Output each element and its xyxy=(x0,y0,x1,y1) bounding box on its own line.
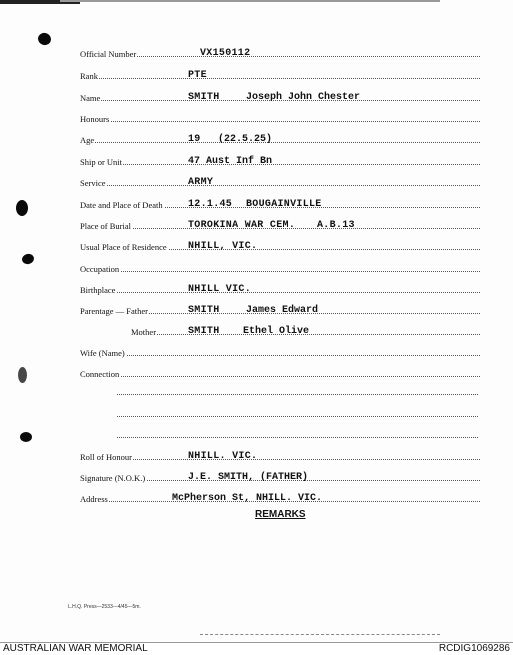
occupation-label: Occupation xyxy=(80,264,120,274)
wife-label: Wife (Name) xyxy=(80,348,125,358)
connection-line-4 xyxy=(117,437,478,438)
burial-place-value: TOROKINA WAR CEM. xyxy=(188,220,296,231)
roll-of-honour-row xyxy=(80,448,480,462)
roll-of-honour-value: NHILL. VIC. xyxy=(188,451,258,462)
birth-date-value: (22.5.25) xyxy=(218,134,273,145)
print-code: L.H.Q. Press—2533—4/45—5m. xyxy=(68,604,141,610)
rank-value: PTE xyxy=(188,70,207,81)
archive-footer xyxy=(0,642,513,655)
name-row xyxy=(80,89,480,103)
connection-label: Connection xyxy=(80,369,120,379)
death-date-value: 12.1.45 xyxy=(188,199,233,210)
scan-edge-line xyxy=(60,0,440,2)
residence-value: NHILL, VIC. xyxy=(188,241,258,252)
official-number-label: Official Number xyxy=(80,49,137,59)
service-label: Service xyxy=(80,178,106,188)
father-given-value: James Edward xyxy=(246,305,319,316)
bottom-edge-line xyxy=(200,633,440,635)
grave-value: A.B.13 xyxy=(317,220,355,231)
official-number-row xyxy=(80,45,480,59)
connection-line-3 xyxy=(117,416,478,417)
mother-given-value: Ethel Olive xyxy=(243,326,310,337)
given-names-value: Joseph John Chester xyxy=(246,92,361,103)
surname-value: SMITH xyxy=(188,92,220,103)
honours-label: Honours xyxy=(80,114,110,124)
birthplace-row xyxy=(80,281,480,295)
service-value: ARMY xyxy=(188,177,214,188)
rank-label: Rank xyxy=(80,71,98,81)
mother-label: Mother xyxy=(131,327,157,337)
unit-label: Ship or Unit xyxy=(80,157,123,167)
burial-row xyxy=(80,217,480,231)
punch-hole-2 xyxy=(16,200,28,216)
rank-row xyxy=(80,67,480,81)
death-place-value: BOUGAINVILLE xyxy=(246,199,322,210)
age-row xyxy=(80,131,480,145)
honours-row xyxy=(80,110,480,124)
connection-line-2 xyxy=(117,394,478,395)
unit-row xyxy=(80,153,480,167)
address-value: McPherson St, NHILL. VIC. xyxy=(172,493,323,504)
father-label: Parentage — Father xyxy=(80,306,148,316)
death-label: Date and Place of Death xyxy=(80,200,163,210)
signature-label: Signature (N.O.K.) xyxy=(80,473,146,483)
signature-row xyxy=(80,469,480,483)
age-value: 19 xyxy=(188,134,201,145)
occupation-row xyxy=(80,260,480,274)
service-row xyxy=(80,174,480,188)
death-row xyxy=(80,196,480,210)
wife-row xyxy=(80,344,480,358)
father-row xyxy=(80,302,480,316)
footer-record-id: RCDIG1069286 xyxy=(438,643,510,654)
residence-label: Usual Place of Residence xyxy=(80,242,167,252)
mother-surname-value: SMITH xyxy=(188,326,220,337)
burial-label: Place of Burial xyxy=(80,221,131,231)
signature-value: J.E. SMITH, (FATHER) xyxy=(188,472,309,483)
residence-row xyxy=(80,238,480,252)
punch-hole-3 xyxy=(21,253,35,266)
father-surname-value: SMITH xyxy=(188,305,220,316)
official-number-value: VX150112 xyxy=(200,48,251,59)
punch-hole-1 xyxy=(36,31,52,47)
birthplace-label: Birthplace xyxy=(80,285,116,295)
connection-row xyxy=(80,365,480,379)
remarks-heading: REMARKS xyxy=(255,509,306,520)
roll-of-honour-label: Roll of Honour xyxy=(80,452,132,462)
mother-row xyxy=(131,323,480,337)
address-row xyxy=(80,490,480,504)
name-label: Name xyxy=(80,93,101,103)
age-label: Age xyxy=(80,135,95,145)
birthplace-value: NHILL VIC. xyxy=(188,284,252,295)
punch-hole-5 xyxy=(20,432,32,442)
punch-hole-4 xyxy=(18,367,27,383)
footer-institution: AUSTRALIAN WAR MEMORIAL xyxy=(3,643,148,654)
unit-value: 47 Aust Inf Bn xyxy=(188,156,273,167)
address-label: Address xyxy=(80,494,108,504)
